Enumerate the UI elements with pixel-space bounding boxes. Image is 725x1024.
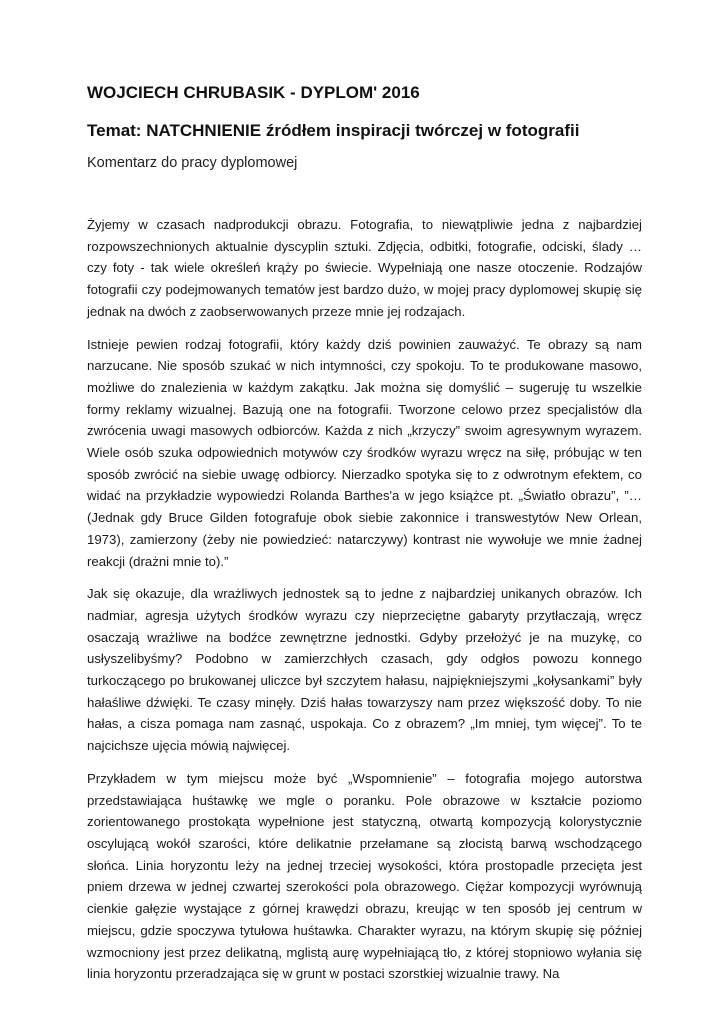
document-title: WOJCIECH CHRUBASIK - DYPLOM' 2016: [87, 83, 420, 102]
paragraph-4: Przykładem w tym miejscu może być „Wspomnienie” – fotografia mojego autorstwa przedstawiająca huśtawkę we mgle o poranku. Pole obrazowe w kształcie poziomo zorientowanego prostokąta wypełnione jest statyczną, otwartą kompozycją kolorystycznie oscylującą wokół szarości, które delikatnie przełamane są złocistą barwą wschodzącego słońca. Linia horyzontu leży na jednej trzeciej wysokości, która prostopadle przecięta jest pniem drzewa w jednej czwartej szerokości pola obrazowego. Ciężar kompozycji wyrównują cienkie gałęzie wystające z górnej krawędzi obrazu, kreując w ten sposób jej centrum w miejscu, gdzie spoczywa tytułowa huśtawka. Charakter wyrazu, na którym skupię się później wzmocniony jest przez delikatną, mglistą aurę wypełniającą tło, z której stopniowo wyłania się linia horyzontu przeradzająca się w grunt w postaci szorstkiej wizualnie trawy. Na: [87, 770, 642, 982]
paragraph-3: Jak się okazuje, dla wrażliwych jednostek są to jedne z najbardziej unikanych obrazów. Ich nadmiar, agresja użytych środków wyrazu czy nieprzeciętne gabaryty przytłaczają, wręcz osaczają wrażliwe na bodźce zewnętrzne jednostki. Gdyby przełożyć je na muzykę, co usłyszelibyśmy? Podobno w zamierzchłych czasach, gdy odgłos powozu konnego turkoczącego po brukowanej uliczce był szczytem hałasu, najpiękniejszymi „kołysankami” były hałaśliwe dźwięki. Te czasy minęły. Dziś hałas towarzyszy nam przez większość doby. To nie hałas, a cisza pomaga nam zasnąć, uspokaja. Co z obrazem? „Im mniej, tym więcej”. To te najcichsze ujęcia mówią najwięcej.: [87, 586, 642, 754]
document-subtitle: Komentarz do pracy dyplomowej: [87, 155, 298, 171]
document-page: [87, 80, 642, 996]
document-body: [87, 214, 642, 985]
document-topic: Temat: NATCHNIENIE źródłem inspiracji twórczej w fotografii: [87, 121, 580, 140]
paragraph-1: Żyjemy w czasach nadprodukcji obrazu. Fotografia, to niewątpliwie jedna z najbardziej rozpowszechnionych aktualnie dyscyplin sztuki. Zdjęcia, odbitki, fotografie, odciski, ślady … czy foty - tak wiele określeń krąży po świecie. Wypełniają one nasze otoczenie. Rodzajów fotografii czy podejmowanych tematów jest bardzo dużo, w mojej pracy dyplomowej skupię się jednak na dwóch z zaobserwowanych przeze mnie jej rodzajach.: [87, 217, 642, 319]
paragraph-2: Istnieje pewien rodzaj fotografii, który każdy dziś powinien zauważyć. Te obrazy są nam narzucane. Nie sposób szukać w nich intymności, czy spokoju. To te produkowane masowo, możliwe do znalezienia w każdym zakątku. Jak można się domyślić – sugeruję tu wszelkie formy reklamy wizualnej. Bazują one na fotografii. Tworzone celowo przez specjalistów dla zwrócenia uwagi masowych odbiorców. Każda z nich „krzyczy” swoim agresywnym wyrazem. Wiele osób szuka odpowiednich motywów czy środków wyrazu wręcz na siłę, próbując w ten sposób zwrócić na siebie uwagę odbiorcy. Nierzadko spotyka się to z odwrotnym efektem, co widać na przykładzie wypowiedzi Rolanda Barthes'a w jego książce pt. „Światło obrazu”, ”… (Jednak gdy Bruce Gilden fotografuje obok siebie zakonnice i transwestytów New Orlean, 1973), zamierzony (żeby nie powiedzieć: natarczywy) kontrast nie wywołuje we mnie żadnej reakcji (drażni mnie to).”: [87, 336, 642, 569]
